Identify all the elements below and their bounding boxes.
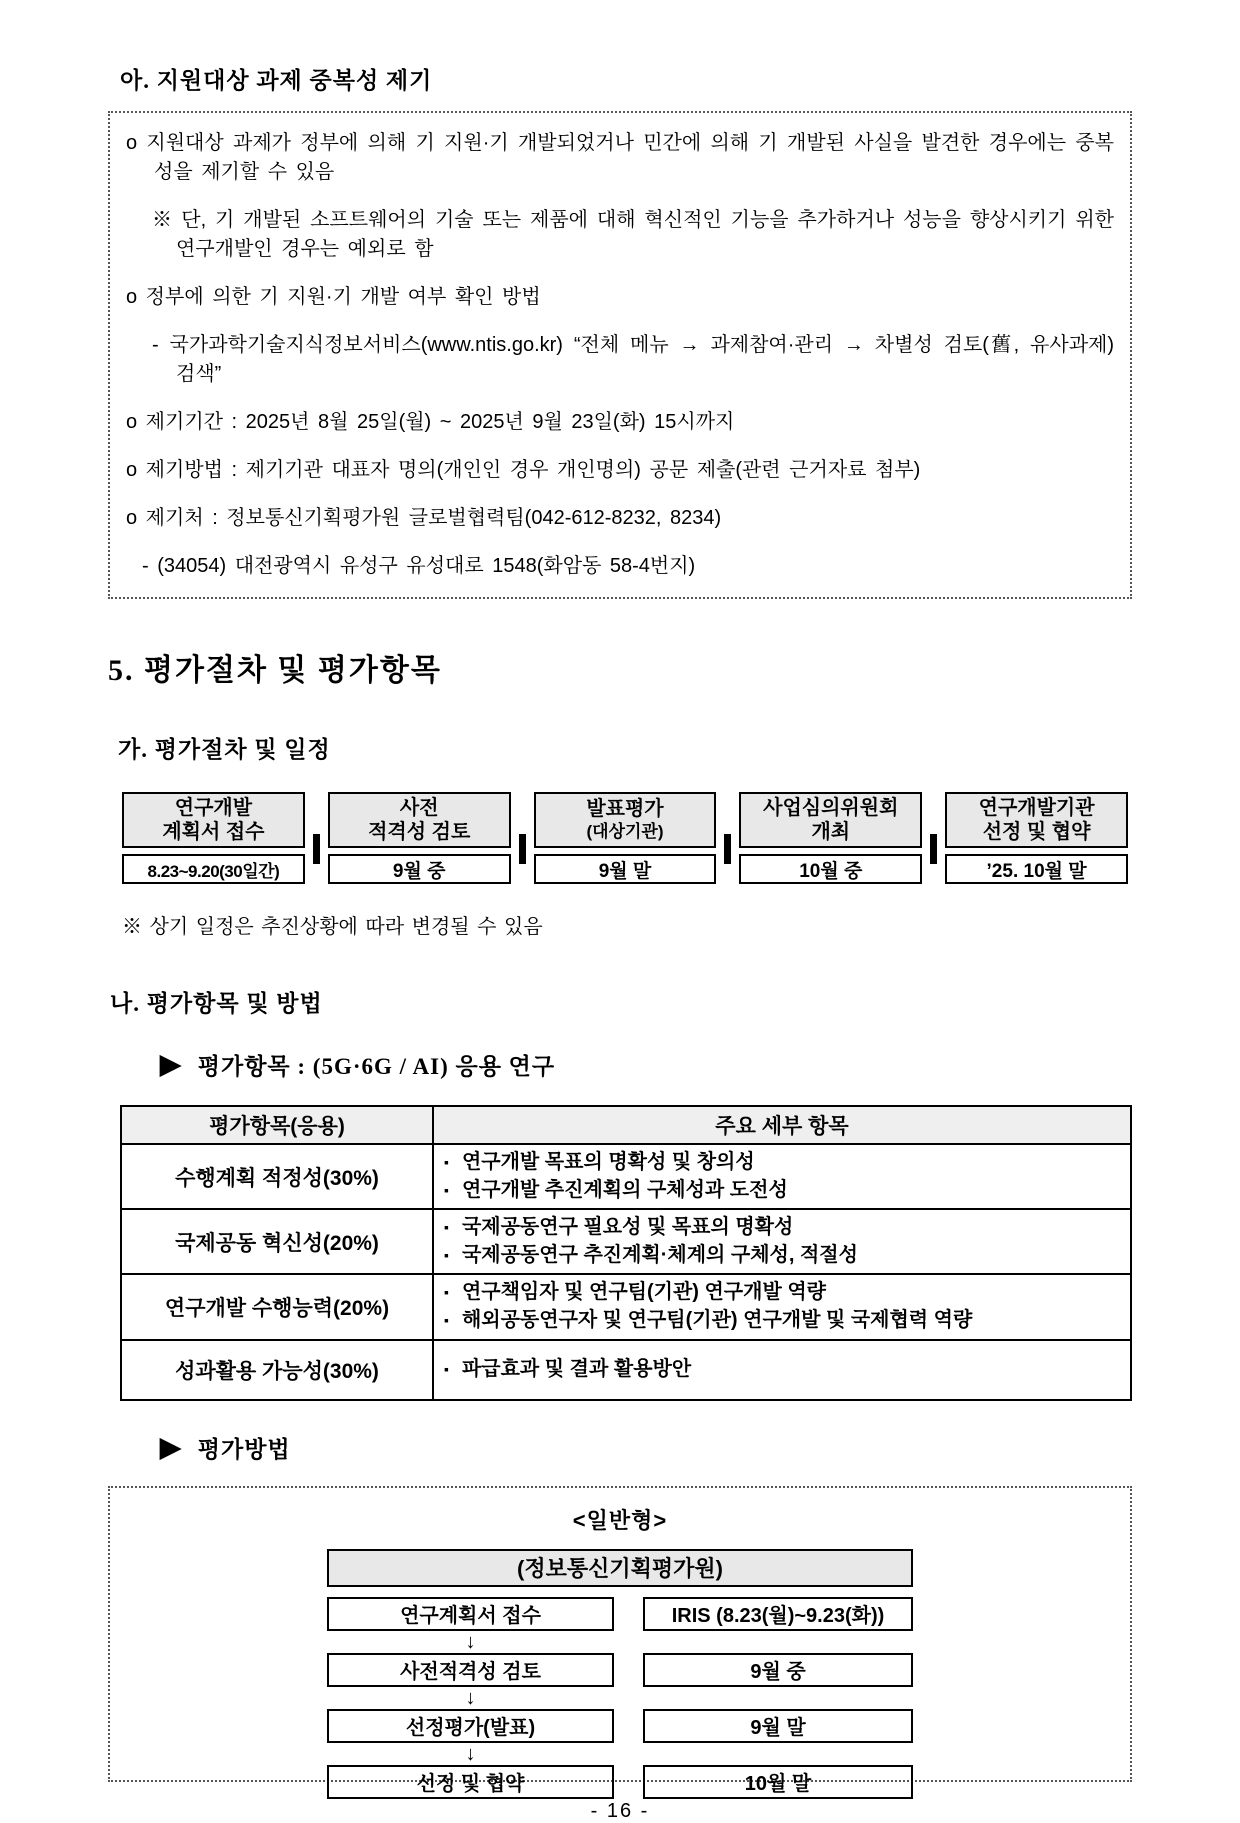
overlap-paragraph: o 정부에 의한 기 지원·기 개발 여부 확인 방법 [126,286,541,308]
method-flow-row [327,1709,913,1743]
sub-a-heading: 가. 평가절차 및 일정 [118,737,331,762]
stage-title-line: 연구개발기관 [978,796,1095,819]
square-bullet-icon: ▪ [444,1311,449,1328]
square-bullet-icon: ▪ [444,1154,449,1170]
detail-text: 연구개발 추진계획의 구체성과 도전성 [461,1178,788,1201]
evaluation-method-box [108,1486,1132,1796]
method-flow-title: <일반형> [572,1507,668,1533]
stage-title-line: 발표평가 [586,798,664,821]
square-bullet-icon: ▪ [444,1181,449,1198]
criteria-item-cell: 성과활용 가능성(30%) [121,1340,433,1400]
detail-text: 연구책임자 및 연구팀(기관) 연구개발 역량 [461,1281,826,1304]
stage-title-box [534,792,717,848]
triangle-bullet-icon: ▶ [160,1431,182,1462]
detail-text: 해외공동연구자 및 연구팀(기관) 연구개발 및 국제협력 역량 [461,1308,973,1331]
detail-line [444,1307,1120,1335]
triangle-bullet-icon: ▶ [160,1049,182,1079]
method-flow [327,1549,913,1799]
stage-title-line: 선정 및 협약 [982,821,1091,843]
method-step-date-box: 10월 말 [643,1765,913,1799]
overlap-paragraph-list [126,129,1114,581]
stage-title-box [739,792,922,848]
square-bullet-icon: ▪ [444,1219,449,1236]
table-row [121,1144,1131,1209]
schedule-stage [739,792,922,884]
method-step-box: 연구계획서 접수 [327,1597,614,1631]
criteria-item-cell: 국제공동 혁신성(20%) [121,1209,433,1274]
stage-date-box: ’25. 10월 말 [945,854,1128,884]
down-arrow-icon: ↓ [465,1742,476,1765]
stage-title-line: (대상기관) [586,821,664,841]
detail-line [444,1356,1120,1384]
table-row [121,1340,1131,1400]
square-bullet-icon: ▪ [444,1246,449,1263]
criteria-details-cell [433,1340,1131,1400]
detail-text: 파급효과 및 결과 활용방안 [461,1357,692,1380]
schedule-stage [328,792,511,884]
method-flow-org-box: (정보통신기획평가원) [327,1549,913,1587]
stage-divider-bar [930,834,937,864]
method-step-box: 선정평가(발표) [327,1709,614,1743]
table-header-details: 주요 세부 항목 [433,1106,1131,1144]
flow-arrow-row [327,1743,614,1765]
method-label-line [160,1431,1132,1464]
criteria-details-cell [433,1144,1131,1209]
stage-title-line: 개최 [811,821,851,843]
sub-b-heading: 나. 평가항목 및 방법 [110,991,323,1016]
overlap-paragraph: o 제기기간 : 2025년 8월 25일(월) ~ 2025년 9월 23일(화) 15시까지 [126,411,735,433]
stage-date-box: 9월 중 [328,854,511,884]
square-bullet-icon: ▪ [444,1360,449,1377]
stage-title-box [328,792,511,848]
schedule-stage [945,792,1128,884]
square-bullet-icon: ▪ [444,1284,449,1301]
method-flow-rows [327,1597,913,1799]
method-step-date-box: IRIS (8.23(월)~9.23(화)) [643,1597,913,1631]
stage-divider-bar [313,834,320,864]
stage-title-box [945,792,1128,848]
stage-title-box [122,792,305,848]
overlap-paragraph: - 국가과학기술지식정보서비스(www.ntis.go.kr) “전체 메뉴 → 과제참여·관리 → 차별성 검토(舊, 유사과제) 검색” [152,334,1114,385]
detail-line [444,1242,1120,1270]
stage-title-line: 사업심의위원회 [763,796,899,819]
detail-line [444,1214,1120,1242]
detail-text: 국제공동연구 필요성 및 목표의 명확성 [461,1216,794,1239]
stage-date-box: 10월 중 [739,854,922,884]
criteria-item-cell: 연구개발 수행능력(20%) [121,1274,433,1339]
criteria-label: 평가항목 : (5G·6G / AI) 응용 연구 [197,1054,556,1079]
criteria-item-cell: 수행계획 적정성(30%) [121,1144,433,1209]
stage-date-box: 8.23~9.20(30일간) [122,854,305,884]
criteria-details-cell [433,1274,1131,1339]
flow-arrow-row [327,1687,614,1709]
overlap-paragraph: o 지원대상 과제가 정부에 의해 기 지원·기 개발되었거나 민간에 의해 기 개발된 사실을 발견한 경우에는 중복성을 제기할 수 있음 [126,132,1114,183]
overlap-paragraph: o 제기처 : 정보통신기획평가원 글로벌협력팀(042-612-8232, 8234) [126,507,722,529]
detail-text: 국제공동연구 추진계획·체계의 구체성, 적절성 [461,1243,858,1266]
evaluation-criteria-table [120,1105,1132,1401]
down-arrow-icon: ↓ [465,1686,476,1709]
schedule-stage [534,792,717,884]
method-step-box: 사전적격성 검토 [327,1653,614,1687]
method-label: 평가방법 [197,1436,291,1462]
overlap-info-box [108,111,1132,599]
criteria-details-cell [433,1209,1131,1274]
down-arrow-icon: ↓ [465,1630,476,1653]
stage-title-line: 사전 [399,796,439,819]
stage-divider-bar [519,834,526,864]
schedule-stage [122,792,305,884]
detail-line [444,1149,1120,1177]
section5-heading: 5. 평가절차 및 평가항목 [108,654,442,687]
stage-date-box: 9월 말 [534,854,717,884]
overlap-paragraph: o 제기방법 : 제기기관 대표자 명의(개인인 경우 개인명의) 공문 제출(관련 근거자료 첨부) [126,459,921,481]
stage-title-line: 연구개발 [174,796,253,819]
stage-title-line: 계획서 접수 [162,821,265,843]
method-flow-row [327,1597,913,1631]
schedule-note: ※ 상기 일정은 추진상황에 따라 변경될 수 있음 [122,916,543,938]
overlap-paragraph: ※ 단, 기 개발된 소프트웨어의 기술 또는 제품에 대해 혁신적인 기능을 추가하거나 성능을 향상시키기 위한 연구개발인 경우는 예외로 함 [152,209,1114,260]
evaluation-schedule-flow [122,792,1128,884]
table-row [121,1274,1131,1339]
method-step-date-box: 9월 말 [643,1709,913,1743]
method-flow-row [327,1653,913,1687]
stage-title-line: 적격성 검토 [368,821,471,843]
detail-text: 연구개발 목표의 명확성 및 창의성 [461,1151,755,1173]
method-flow-row [327,1765,913,1799]
detail-line [444,1279,1120,1307]
criteria-label-line [160,1048,1132,1081]
flow-arrow-row [327,1631,614,1653]
stage-divider-bar [724,834,731,864]
overlap-paragraph: - (34054) 대전광역시 유성구 유성대로 1548(화암동 58-4번지) [142,555,696,577]
detail-line [444,1177,1120,1205]
method-step-date-box: 9월 중 [643,1653,913,1687]
page-number: - 16 - [590,1799,650,1822]
overlap-section-heading: 아. 지원대상 과제 중복성 제기 [120,68,433,93]
method-step-box: 선정 및 협약 [327,1765,614,1799]
table-header-item: 평가항목(응용) [121,1106,433,1144]
table-row [121,1209,1131,1274]
